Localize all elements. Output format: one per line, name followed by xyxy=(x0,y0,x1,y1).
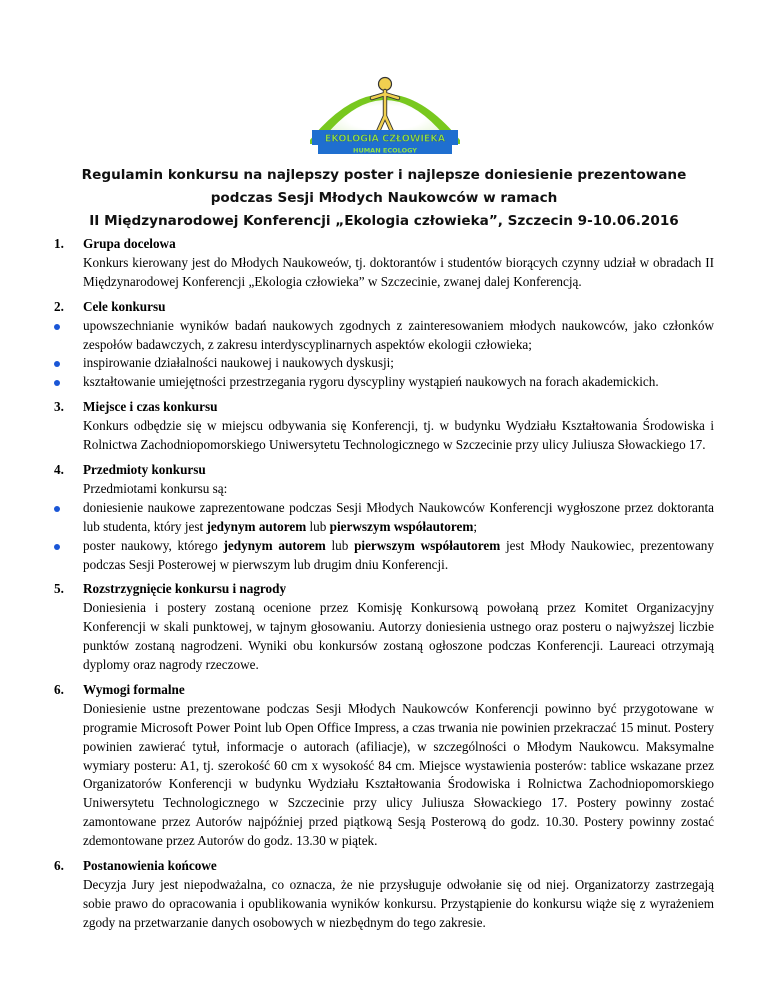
document-title xyxy=(40,164,728,233)
section-final-provisions xyxy=(54,857,714,933)
bullet-item: inspirowanie działalności naukowej i naukowych dyskusji; xyxy=(54,354,714,373)
section-heading: Cele konkursu xyxy=(83,298,166,314)
bullet-item: upowszechnianie wyników badań naukowych zgodnych z zainteresowaniem młodych naukowców, jako członków zespołów badawczych, z zakresu interdyscyplinarnych aspektów ekologii człowieka; xyxy=(54,317,714,355)
section-results-prizes xyxy=(54,580,714,675)
section-heading: Wymogi formalne xyxy=(83,681,185,697)
title-line-3: II Międzynarodowej Konferencji „Ekologia człowieka”, Szczecin 9-10.06.2016 xyxy=(89,213,679,229)
section-text: Konkurs odbędzie się w miejscu odbywania się Konferencji, tj. w budynku Wydziału Kształtowania Środowiska i Rolnictwa Zachodniopomorskiego Uniwersytetu Technologicznego w Szczecinie przy ulicy Juliusza Słowackiego 17. xyxy=(83,418,714,453)
section-intro: Przedmiotami konkursu są: xyxy=(83,480,228,496)
section-number: 2. xyxy=(54,298,64,314)
bullet-icon xyxy=(54,506,60,512)
bullet-item: doniesienie naukowe zaprezentowane podczas Sesji Młodych Naukowców Konferencji wygłoszone przez doktoranta lub studenta, który jest jedynym autorem lub pierwszym współautorem; xyxy=(54,499,714,537)
section-heading: Grupa docelowa xyxy=(83,236,176,251)
section-heading: Miejsce i czas konkursu xyxy=(83,399,218,415)
section-place-time xyxy=(54,398,714,455)
section-text: Decyzja Jury jest niepodważalna, co oznacza, że nie przysługuje odwołanie się od niej. Organizatorzy zastrzegają sobie prawo do opracowania i opublikowania wyników konkursu. Przystąpienie do konkursu wiąże się z wyrażeniem zgody na przetwarzanie danych osobowych w niezbędnym do tego zakresie. xyxy=(83,877,714,930)
logo-text-line1: EKOLOGIA CZŁOWIEKA xyxy=(324,133,446,145)
bullet-item: kształtowanie umiejętności przestrzegania rygoru dyscypliny wystąpień naukowych na forach akademickich. xyxy=(54,373,714,392)
section-goals xyxy=(54,298,714,393)
bullet-icon xyxy=(54,544,60,550)
section-text: Konkurs kierowany jest do Młodych Naukoweów, tj. doktorantów i studentów biorących czynny udział w obradach II Międzynarodowej Konferencji „Ekologia człowieka” w Szczecinie, zwanej dalej Konferencją. xyxy=(83,254,714,289)
section-heading: Rozstrzygnięcie konkursu i nagrody xyxy=(83,581,287,597)
section-heading: Przedmioty konkursu xyxy=(83,461,206,477)
human-figure-head xyxy=(379,78,392,91)
bullet-item: poster naukowy, którego jedynym autorem lub pierwszym współautorem jest Młody Naukowiec, prezentowany podczas Sesji Posterowej w pierwszym lub drugim dniu Konferencji. xyxy=(54,537,714,575)
section-number: 6. xyxy=(54,858,64,874)
section-number: 6. xyxy=(54,681,64,697)
section-number: 1. xyxy=(54,236,64,251)
bullet-icon xyxy=(54,380,60,386)
section-subjects xyxy=(54,461,714,574)
section-target-group xyxy=(54,235,714,292)
bullet-icon xyxy=(54,324,60,330)
title-line-1: Regulamin konkursu na najlepszy poster i najlepsze doniesienie prezentowane xyxy=(81,167,687,183)
section-heading: Postanowienia końcowe xyxy=(83,858,217,874)
logo-text-line2: HUMAN ECOLOGY xyxy=(353,146,417,155)
title-line-2: podczas Sesji Młodych Naukowców w ramach xyxy=(210,190,558,206)
section-number: 4. xyxy=(54,461,64,477)
section-number: 3. xyxy=(54,399,64,415)
section-number: 5. xyxy=(54,581,64,597)
section-text: Doniesienia i postery zostaną ocenione przez Komisję Konkursową powołaną przez Komitet Organizacyjny Konferencji w skali punktowej, w tajnym głosowaniu. Autorzy doniesienia ustnego oraz posteru o najwyższej liczbie punktów zostaną nagrodzeni. Wyniki obu konkursów zostaną ogłoszone podczas Konferencji. Laureaci otrzymają dyplomy oraz nagrody rzeczowe. xyxy=(83,600,714,673)
regulations-content xyxy=(54,235,714,939)
section-formal-requirements xyxy=(54,681,714,851)
bullet-icon xyxy=(54,361,60,367)
section-text: Doniesienie ustne prezentowane podczas Sesji Młodych Naukowców Konferencji powinno być przygotowane w programie Microsoft Power Point lub Open Office Impress, a czas trwania nie powinien przekraczać 15 minut. Postery powinien zawierać tytuł, informacje o autorach (afiliacje), w szczególności o Młodym Naukowcu. Maksymalne wymiary posteru: A1, tj. szerokość 60 cm x wysokość 84 cm. Miejsce wystawienia posterów: tablice wskazane przez Organizatorów Konferencji w budynku Wydziału Kształtowania Środowiska i Rolnictwa Zachodniopomorskiego Uniwersytetu Technologicznego w Szczecinie przy ulicy Juliusza Słowackiego 17. Postery powinny zostać zamontowane przez Autorów najpóźniej przed piątkową Sesją Posterową do godz. 10.30. Postery powinny zostać zdemontowane przez Autorów do godz. 13.30 w piątek. xyxy=(83,700,714,849)
ekologia-czlowieka-logo xyxy=(300,54,470,164)
